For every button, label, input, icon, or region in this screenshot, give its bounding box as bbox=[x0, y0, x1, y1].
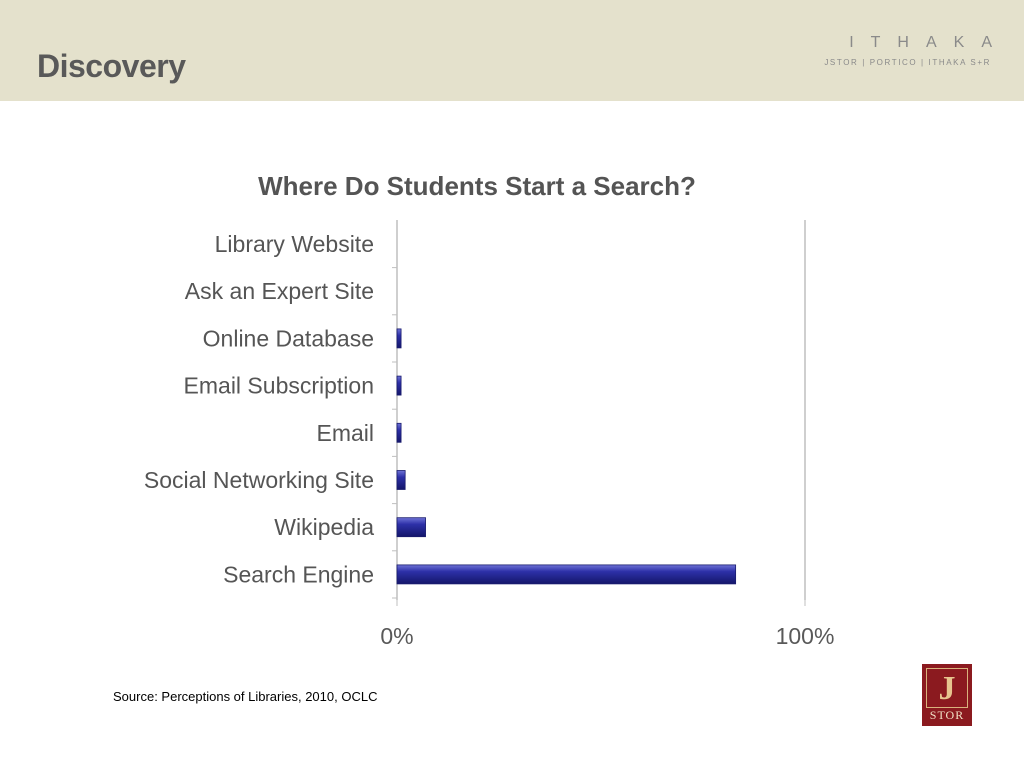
category-label: Email Subscription bbox=[183, 372, 374, 399]
category-label: Online Database bbox=[202, 325, 374, 352]
category-label: Search Engine bbox=[223, 561, 374, 588]
bar bbox=[397, 376, 401, 395]
bar bbox=[397, 329, 401, 348]
chart-title: Where Do Students Start a Search? bbox=[258, 171, 696, 201]
jstor-logo-text: STOR bbox=[929, 708, 965, 722]
x-tick-label: 0% bbox=[380, 623, 414, 649]
bar bbox=[397, 423, 401, 442]
jstor-logo-letter: J bbox=[926, 668, 968, 708]
bar bbox=[397, 471, 405, 490]
brand-subtitle: JSTOR | PORTICO | ITHAKA S+R bbox=[824, 58, 991, 67]
bar bbox=[397, 565, 736, 584]
brand-name: ITHAKA bbox=[849, 34, 1009, 51]
bar bbox=[397, 518, 426, 537]
jstor-logo bbox=[922, 664, 972, 726]
category-label: Ask an Expert Site bbox=[184, 278, 374, 305]
category-label: Email bbox=[316, 419, 374, 446]
category-label: Wikipedia bbox=[274, 514, 374, 541]
source-note: Source: Perceptions of Libraries, 2010, OCLC bbox=[113, 689, 378, 704]
x-tick-label: 100% bbox=[775, 623, 835, 649]
category-label: Social Networking Site bbox=[143, 467, 374, 493]
chart-body bbox=[144, 220, 835, 649]
category-label: Library Website bbox=[214, 231, 374, 257]
slide-title: Discovery bbox=[37, 48, 186, 84]
